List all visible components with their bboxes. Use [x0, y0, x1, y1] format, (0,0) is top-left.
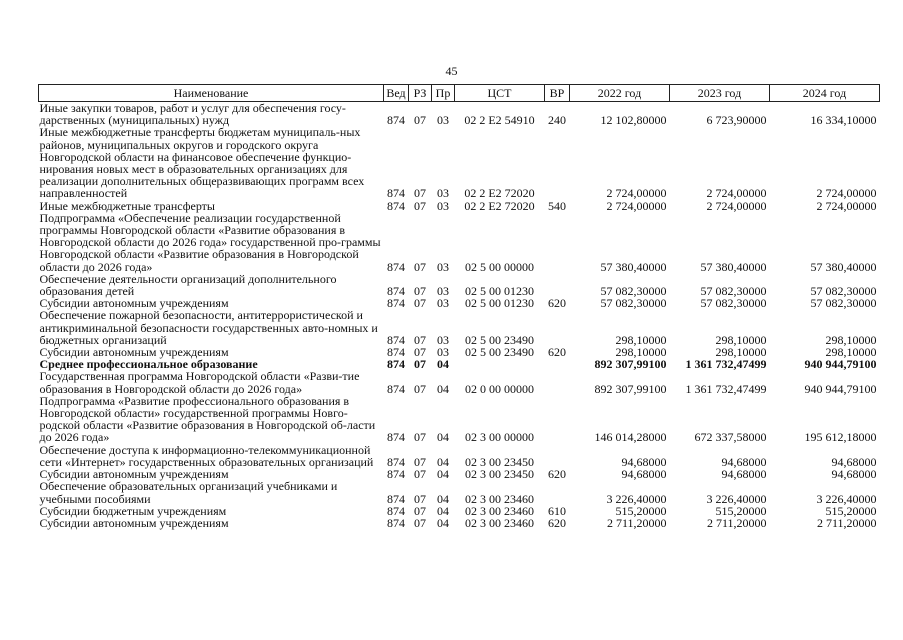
row-pr: 04 — [437, 430, 449, 445]
row-cst: 02 3 00 23460 — [465, 515, 534, 530]
row-value-2023: 6 723,90000 — [706, 113, 767, 128]
row-value-2022: 146 014,28000 — [594, 430, 667, 445]
row-ved: 874 — [387, 259, 405, 274]
row-rz: 07 — [414, 503, 426, 518]
row-value-2023: 94,68000 — [721, 467, 767, 482]
table-body — [39, 102, 880, 530]
row-vr: 620 — [548, 515, 566, 530]
row-value-2022: 12 102,80000 — [600, 113, 667, 128]
row-value-2023: 298,10000 — [715, 332, 767, 347]
row-value-2024: 298,10000 — [825, 332, 877, 347]
row-vr: 610 — [548, 503, 566, 518]
row-vr: 620 — [548, 345, 566, 360]
row-value-2024: 195 612,18000 — [804, 430, 877, 445]
row-name: Подпрограмма «Обеспечение реализации государственной программы Новгородской области «Развитие образования в Новгородской области до 2026 года» государственной про-граммы Новгородской области «Развитие образования в Новгородской области до 2026 года» — [39, 210, 381, 274]
header-ved: Вед — [384, 85, 409, 102]
row-pr: 03 — [437, 345, 449, 360]
row-cst: 02 2 Е2 72020 — [464, 186, 535, 201]
row-vr: 620 — [548, 467, 566, 482]
row-ved: 874 — [387, 198, 405, 213]
row-vr: 240 — [548, 113, 566, 128]
row-cst: 02 5 00 23490 — [465, 345, 534, 360]
row-ved: 874 — [387, 284, 405, 299]
table-header-row — [39, 85, 880, 102]
row-name: Иные закупки товаров, работ и услуг для обеспечения госу-дарственных (муниципальных) нужд — [39, 101, 346, 128]
row-pr: 04 — [437, 515, 449, 530]
row-value-2024: 2 724,00000 — [816, 186, 877, 201]
row-cst: 02 3 00 23450 — [465, 467, 534, 482]
row-ved: 874 — [387, 186, 405, 201]
row-vr — [545, 126, 570, 199]
row-name: Субсидии бюджетным учреждениям — [39, 503, 227, 518]
budget-table — [38, 84, 880, 529]
table-row — [39, 212, 880, 273]
row-value-2023: 57 082,30000 — [700, 296, 767, 311]
row-value-2023: 515,20000 — [715, 503, 767, 518]
row-value-2022: 3 226,40000 — [606, 491, 667, 506]
row-name: Субсидии автономным учреждениям — [39, 515, 229, 530]
row-value-2022: 57 082,30000 — [600, 296, 667, 311]
row-ved: 874 — [387, 430, 405, 445]
row-pr: 03 — [437, 186, 449, 201]
row-value-2023: 1 361 732,47499 — [685, 381, 767, 396]
row-vr — [545, 309, 570, 346]
row-name: Обеспечение деятельности организаций дополнительного образования детей — [39, 271, 337, 299]
row-value-2022: 57 380,40000 — [600, 259, 667, 274]
row-vr: 540 — [548, 198, 566, 213]
row-name: Государственная программа Новгородской области «Разви-тие образования в Новгородской области до 2026 года» — [39, 369, 360, 396]
row-value-2023: 57 082,30000 — [700, 284, 767, 299]
row-name: Иные межбюджетные трансферты — [39, 198, 215, 213]
row-rz: 07 — [414, 113, 426, 128]
row-value-2022: 515,20000 — [615, 503, 667, 518]
row-vr — [545, 358, 570, 370]
row-cst — [455, 358, 545, 370]
row-value-2022: 298,10000 — [615, 345, 667, 360]
row-ved: 874 — [387, 467, 405, 482]
row-value-2022: 94,68000 — [621, 467, 667, 482]
header-2022: 2022 год — [570, 85, 670, 102]
row-pr: 03 — [437, 113, 449, 128]
row-value-2022: 94,68000 — [621, 454, 667, 469]
row-rz: 07 — [414, 491, 426, 506]
row-pr: 04 — [437, 467, 449, 482]
header-pr: Пр — [432, 85, 455, 102]
header-rz: РЗ — [409, 85, 432, 102]
row-name: Подпрограмма «Развитие профессионального образования в Новгородской области» государственной программы Новго-родской области «Развитие образования в Новгородской об-ласти до 2026 года» — [39, 393, 376, 445]
table-row — [39, 200, 880, 212]
row-value-2022: 57 082,30000 — [600, 284, 667, 299]
row-name: Иные межбюджетные трансферты бюджетам муниципаль-ных районов, муниципальных округов и городского округа Новгородской области на финансовое обеспечение функцио-нирования новых мест в образовательных организациях для реализации дополнительных общеразвивающих программ всех направленностей — [39, 125, 365, 201]
row-rz: 07 — [414, 198, 426, 213]
row-cst: 02 2 Е2 54910 — [464, 113, 535, 128]
row-value-2024: 2 724,00000 — [816, 198, 877, 213]
row-rz: 07 — [414, 259, 426, 274]
row-pr: 04 — [437, 503, 449, 518]
row-vr — [545, 444, 570, 468]
row-name: Субсидии автономным учреждениям — [39, 467, 229, 482]
row-value-2023: 57 380,40000 — [700, 259, 767, 274]
table-row — [39, 126, 880, 199]
row-value-2022: 892 307,99100 — [594, 357, 667, 372]
row-value-2024: 940 944,79100 — [804, 381, 877, 396]
table-row — [39, 273, 880, 297]
row-pr: 04 — [437, 381, 449, 396]
row-rz: 07 — [414, 332, 426, 347]
row-ved: 874 — [387, 515, 405, 530]
page-number: 45 — [445, 64, 458, 78]
table-row — [39, 517, 880, 529]
header-name: Наименование — [39, 85, 384, 102]
row-value-2024: 94,68000 — [831, 454, 877, 469]
row-cst: 02 5 00 23490 — [465, 332, 534, 347]
table-row — [39, 480, 880, 504]
row-rz: 07 — [414, 381, 426, 396]
row-pr: 03 — [437, 259, 449, 274]
table-row — [39, 102, 880, 127]
row-pr: 03 — [437, 284, 449, 299]
row-value-2022: 2 724,00000 — [606, 186, 667, 201]
row-cst: 02 3 00 23460 — [465, 503, 534, 518]
row-value-2022: 298,10000 — [615, 332, 667, 347]
row-cst: 02 5 00 01230 — [465, 296, 534, 311]
row-vr — [545, 480, 570, 504]
table-row — [39, 370, 880, 394]
row-ved: 874 — [387, 381, 405, 396]
header-2024: 2024 год — [770, 85, 880, 102]
row-cst: 02 3 00 23450 — [465, 454, 534, 469]
row-value-2024: 57 082,30000 — [810, 284, 877, 299]
row-vr — [545, 212, 570, 273]
row-pr: 03 — [437, 198, 449, 213]
header-vr: ВР — [545, 85, 570, 102]
row-name: Субсидии автономным учреждениям — [39, 296, 229, 311]
row-ved: 874 — [387, 454, 405, 469]
row-name: Обеспечение пожарной безопасности, антитеррористической и антикриминальной безопасности государственных авто-номных и бюджетных организаций — [39, 308, 378, 347]
row-rz: 07 — [414, 357, 426, 372]
row-value-2024: 16 334,10000 — [810, 113, 877, 128]
row-pr: 04 — [437, 491, 449, 506]
header-cst: ЦСТ — [455, 85, 545, 102]
row-value-2024: 940 944,79100 — [804, 357, 877, 372]
row-rz: 07 — [414, 186, 426, 201]
row-cst: 02 3 00 23460 — [465, 491, 534, 506]
row-name: Обеспечение доступа к информационно-телекоммуникационной сети «Интернет» государственных образовательных организаций — [39, 442, 374, 469]
row-value-2024: 57 082,30000 — [810, 296, 877, 311]
row-rz: 07 — [414, 515, 426, 530]
row-value-2024: 2 711,20000 — [816, 515, 877, 530]
row-cst: 02 5 00 00000 — [465, 259, 534, 274]
row-value-2023: 1 361 732,47499 — [685, 357, 767, 372]
row-ved: 874 — [387, 357, 405, 372]
row-value-2023: 94,68000 — [721, 454, 767, 469]
row-cst: 02 5 00 01230 — [465, 284, 534, 299]
row-value-2023: 672 337,58000 — [694, 430, 767, 445]
row-cst: 02 0 00 00000 — [465, 381, 534, 396]
row-value-2022: 2 711,20000 — [606, 515, 667, 530]
row-ved: 874 — [387, 345, 405, 360]
row-pr: 04 — [437, 454, 449, 469]
row-value-2023: 298,10000 — [715, 345, 767, 360]
row-rz: 07 — [414, 345, 426, 360]
row-ved: 874 — [387, 296, 405, 311]
row-rz: 07 — [414, 454, 426, 469]
row-ved: 874 — [387, 332, 405, 347]
row-value-2023: 2 724,00000 — [706, 186, 767, 201]
row-name: Обеспечение образовательных организаций учебниками и учебными пособиями — [39, 479, 338, 506]
row-ved: 874 — [387, 503, 405, 518]
row-ved: 874 — [387, 491, 405, 506]
row-rz: 07 — [414, 467, 426, 482]
row-vr — [545, 273, 570, 297]
row-value-2022: 2 724,00000 — [606, 198, 667, 213]
row-value-2024: 3 226,40000 — [816, 491, 877, 506]
row-cst: 02 3 00 00000 — [465, 430, 534, 445]
row-value-2023: 2 711,20000 — [706, 515, 767, 530]
row-pr: 04 — [437, 357, 449, 372]
row-value-2024: 298,10000 — [825, 345, 877, 360]
row-pr: 03 — [437, 332, 449, 347]
table-row — [39, 444, 880, 468]
row-vr: 620 — [548, 296, 566, 311]
row-vr — [545, 370, 570, 394]
row-vr — [545, 395, 570, 444]
header-2023: 2023 год — [670, 85, 770, 102]
row-ved: 874 — [387, 113, 405, 128]
row-cst: 02 2 Е2 72020 — [464, 198, 535, 213]
row-pr: 03 — [437, 296, 449, 311]
table-row — [39, 309, 880, 346]
row-rz: 07 — [414, 284, 426, 299]
row-value-2024: 515,20000 — [825, 503, 877, 518]
row-name: Субсидии автономным учреждениям — [39, 345, 229, 360]
row-value-2023: 2 724,00000 — [706, 198, 767, 213]
row-rz: 07 — [414, 430, 426, 445]
row-rz: 07 — [414, 296, 426, 311]
row-name: Среднее профессиональное образование — [39, 357, 258, 372]
row-value-2024: 57 380,40000 — [810, 259, 877, 274]
row-value-2022: 892 307,99100 — [594, 381, 667, 396]
row-value-2023: 3 226,40000 — [706, 491, 767, 506]
row-value-2024: 94,68000 — [831, 467, 877, 482]
table-row — [39, 395, 880, 444]
